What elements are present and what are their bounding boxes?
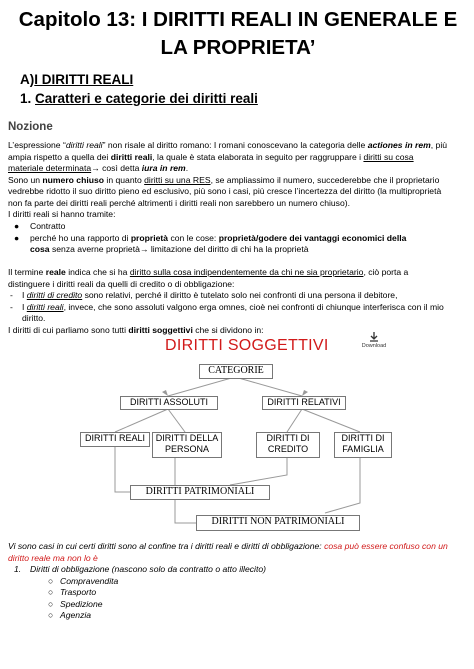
list-item: Contratto [30, 221, 66, 231]
text-run: . [185, 163, 189, 173]
paragraph-line: vedrebbe ridotto il suo diritto pieno ed esclusivo, più sono i casi, più cresce l’incertezza del diritto (la multiproprietà [8, 186, 442, 196]
text-run: , ciò porta a [363, 267, 409, 277]
text-run: , più [430, 140, 448, 150]
dash-marker: - [10, 301, 13, 312]
page-title-line-1: Capitolo 13: I DIRITTI REALI IN GENERALE E [18, 8, 458, 31]
sub-list-item: Trasporto [60, 587, 97, 597]
sub-bullet: ○ [48, 598, 54, 609]
paragraph-line: diritto. [22, 313, 46, 323]
text-run: sono relativi, perché il diritto è tutelato solo nei confronti di una persona il debitore, [82, 290, 398, 300]
note-line: diritto reale ma non lo è [8, 552, 98, 563]
text-run: , invece, che sono assoluti valgono erga omnes, cioè nei confronti di chiunque interferisca con il mio [63, 301, 444, 312]
list-item: Diritti di obbligazione (nascono solo da contratto o atto illecito) [30, 564, 266, 574]
box-diritti-relativi: DIRITTI RELATIVI [262, 396, 346, 410]
box-line: PERSONA [164, 444, 209, 454]
sub-list-item: Spedizione [60, 598, 103, 609]
text-run: che si dividono in: [192, 324, 264, 335]
paragraph-line: I diritti reali si hanno tramite: [8, 209, 116, 219]
text-run: diritti reali [110, 151, 153, 162]
box-diritti-non-patrimoniali: DIRITTI NON PATRIMONIALI [196, 515, 360, 531]
paragraph-line: distinguere i diritti reali da quelli di credito o di obbligazione: [8, 278, 235, 289]
subsection-number: 1. [20, 91, 36, 106]
sub-bullet: ○ [48, 587, 54, 597]
text-run: L’espressione “ [8, 140, 66, 150]
text-run: I [22, 290, 27, 300]
text-run: diritti soggettivi [128, 324, 193, 335]
text-run: diritti reali [65, 140, 103, 150]
bullet-dot: ● [14, 232, 20, 243]
text-run: con le cose: [168, 232, 219, 243]
box-line: DIRITTI DELLA [155, 433, 219, 443]
box-line: DIRITTI DI [266, 433, 310, 443]
box-line: FAMIGLIA [342, 444, 384, 454]
section-label: I DIRITTI REALI [34, 72, 134, 87]
text-run: I [22, 301, 27, 312]
text-run: materiale determinata [8, 163, 92, 173]
text-run: senza averne proprietà→ limitazione del diritto di chi ha la proprietà [49, 244, 309, 254]
box-diritti-credito [256, 432, 320, 458]
sub-list-item: Agenzia [60, 610, 92, 620]
text-run: actiones in rem [367, 140, 431, 150]
subsection-label: Caratteri e categorie dei diritti reali [35, 91, 258, 106]
box-diritti-patrimoniali: DIRITTI PATRIMONIALI [130, 485, 270, 500]
text-run: diritti su cosa [363, 151, 414, 162]
section-prefix: A) [20, 72, 35, 87]
text-run: cosa [30, 244, 50, 254]
text-run: perché ho una rapporto di [30, 232, 131, 243]
bullet-dot: ● [14, 221, 20, 231]
box-line: CREDITO [267, 444, 309, 454]
text-run: cosa può essere confuso con un [324, 541, 448, 551]
sub-bullet: ○ [48, 575, 54, 586]
paragraph-line: non fa parte dei diritti reali perché altrimenti i diritti reali non sarebbero un numero chiuso). [8, 197, 351, 208]
text-run: proprietà/godere dei vantaggi economici della [218, 232, 407, 243]
diagram-title: DIRITTI SOGGETTIVI [165, 337, 329, 354]
text-run: diritti su una RES [144, 174, 211, 185]
text-run: proprietà [130, 232, 169, 243]
box-diritti-reali: DIRITTI REALI [80, 432, 150, 447]
box-diritti-assoluti: DIRITTI ASSOLUTI [120, 396, 218, 410]
text-run: diritto sulla cosa indipendentemente da chi ne sia proprietario [129, 267, 364, 277]
dash-marker: - [10, 290, 13, 300]
text-run: Vi sono casi in cui certi diritti sono al confine tra i diritti reali e diritti di obbligazione: [8, 541, 325, 551]
text-run: diritti reali [26, 301, 64, 312]
download-label: Download [361, 343, 387, 349]
text-run: I diritti di cui parliamo sono tutti [8, 324, 129, 335]
list-number: 1. [14, 564, 22, 574]
text-run: diritti di credito [26, 290, 83, 300]
box-line: DIRITTI DI [341, 433, 385, 443]
text-run: Sono un [8, 174, 43, 185]
text-run: numero chiuso [42, 174, 105, 185]
text-run: iura in rem [141, 163, 186, 173]
text-run: , se ampliassimo il numero, succederebbe che il proprietario [210, 174, 440, 185]
text-run: ” non risale al diritto romano: I romani conoscevano la categoria delle [102, 140, 368, 150]
text-run: Il termine [8, 267, 46, 277]
box-diritti-persona [152, 432, 222, 458]
text-run: reale [45, 267, 66, 277]
text-run: indica che si ha [65, 267, 130, 277]
nozione-heading: Nozione [8, 121, 53, 133]
sub-list-item: Compravendita [60, 575, 119, 586]
text-run: → così detta [91, 163, 142, 173]
note-line [8, 541, 470, 552]
page-title-line-2: LA PROPRIETA’ [160, 36, 316, 59]
box-diritti-famiglia [334, 432, 392, 458]
text-run: ampia rispetto a quella dei [8, 151, 111, 162]
text-run: in quanto [104, 174, 145, 185]
box-categorie: CATEGORIE [199, 364, 273, 379]
sub-bullet: ○ [48, 610, 54, 620]
text-run: , la quale è stata elaborata in seguito per raggruppare i [152, 151, 364, 162]
